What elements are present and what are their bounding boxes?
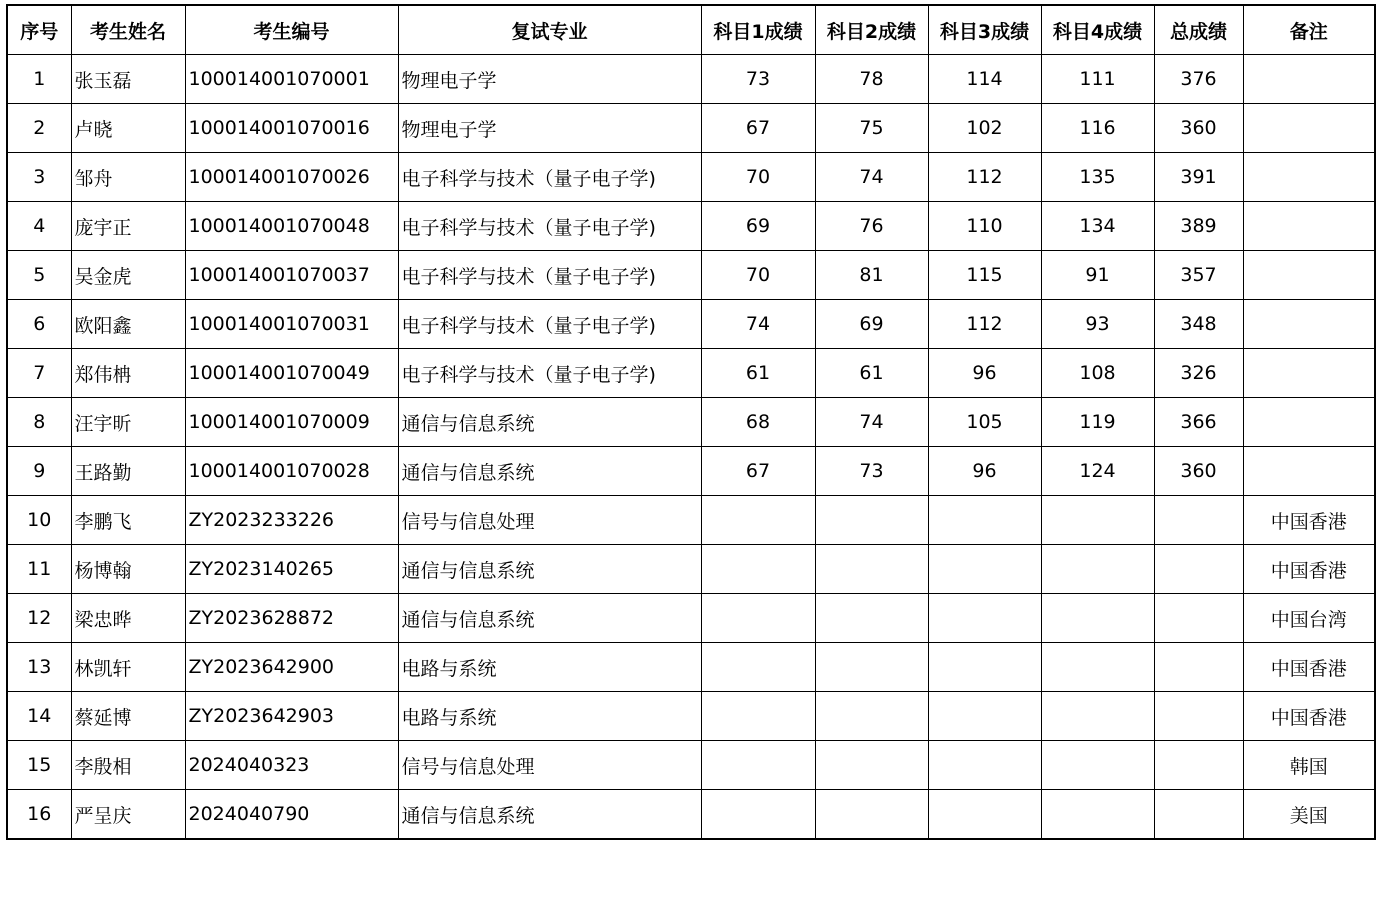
- cell-id: ZY2023628872: [185, 594, 398, 643]
- cell-seq: 6: [7, 300, 71, 349]
- cell-score-1: [701, 692, 815, 741]
- cell-total: [1154, 496, 1243, 545]
- header-note: 备注: [1243, 5, 1375, 55]
- cell-total: 389: [1154, 202, 1243, 251]
- cell-score-4: 124: [1041, 447, 1154, 496]
- header-score-3: 科目3成绩: [928, 5, 1041, 55]
- cell-score-2: [815, 643, 928, 692]
- cell-note: 中国香港: [1243, 692, 1375, 741]
- cell-id: 100014001070031: [185, 300, 398, 349]
- cell-score-1: 61: [701, 349, 815, 398]
- cell-major: 电子科学与技术（量子电子学): [398, 300, 701, 349]
- cell-score-3: 115: [928, 251, 1041, 300]
- cell-score-3: 112: [928, 300, 1041, 349]
- cell-score-2: [815, 496, 928, 545]
- cell-seq: 14: [7, 692, 71, 741]
- table-row: [7, 202, 1375, 251]
- cell-major: 物理电子学: [398, 55, 701, 104]
- cell-score-1: [701, 594, 815, 643]
- cell-score-2: 75: [815, 104, 928, 153]
- cell-score-2: 81: [815, 251, 928, 300]
- cell-score-2: [815, 790, 928, 840]
- cell-note: [1243, 202, 1375, 251]
- cell-name: 林凯轩: [71, 643, 185, 692]
- cell-score-1: [701, 545, 815, 594]
- cell-note: 中国香港: [1243, 496, 1375, 545]
- cell-major: 电子科学与技术（量子电子学): [398, 153, 701, 202]
- cell-note: [1243, 251, 1375, 300]
- cell-score-4: 134: [1041, 202, 1154, 251]
- cell-seq: 7: [7, 349, 71, 398]
- cell-id: 100014001070001: [185, 55, 398, 104]
- cell-score-2: [815, 594, 928, 643]
- table-row: [7, 398, 1375, 447]
- table-row: [7, 447, 1375, 496]
- cell-id: 2024040323: [185, 741, 398, 790]
- cell-id: 100014001070028: [185, 447, 398, 496]
- cell-score-1: 67: [701, 447, 815, 496]
- cell-score-1: [701, 643, 815, 692]
- header-total: 总成绩: [1154, 5, 1243, 55]
- cell-name: 庞宇正: [71, 202, 185, 251]
- cell-major: 通信与信息系统: [398, 398, 701, 447]
- cell-major: 物理电子学: [398, 104, 701, 153]
- table-row: [7, 300, 1375, 349]
- cell-score-2: [815, 692, 928, 741]
- cell-score-2: 74: [815, 153, 928, 202]
- cell-id: 100014001070037: [185, 251, 398, 300]
- table-row: [7, 251, 1375, 300]
- table-row: [7, 545, 1375, 594]
- header-seq: 序号: [7, 5, 71, 55]
- cell-score-2: [815, 545, 928, 594]
- cell-note: [1243, 153, 1375, 202]
- cell-score-3: [928, 643, 1041, 692]
- cell-name: 汪宇昕: [71, 398, 185, 447]
- cell-seq: 13: [7, 643, 71, 692]
- cell-name: 严呈庆: [71, 790, 185, 840]
- cell-total: 326: [1154, 349, 1243, 398]
- cell-major: 通信与信息系统: [398, 447, 701, 496]
- cell-major: 信号与信息处理: [398, 496, 701, 545]
- cell-score-4: [1041, 594, 1154, 643]
- cell-id: ZY2023140265: [185, 545, 398, 594]
- cell-score-1: [701, 496, 815, 545]
- cell-id: 100014001070016: [185, 104, 398, 153]
- cell-major: 通信与信息系统: [398, 594, 701, 643]
- cell-score-1: 67: [701, 104, 815, 153]
- table-row: [7, 692, 1375, 741]
- cell-score-1: 68: [701, 398, 815, 447]
- cell-score-4: [1041, 692, 1154, 741]
- cell-total: 357: [1154, 251, 1243, 300]
- cell-score-4: [1041, 496, 1154, 545]
- cell-seq: 12: [7, 594, 71, 643]
- table-row: [7, 741, 1375, 790]
- cell-major: 通信与信息系统: [398, 545, 701, 594]
- cell-major: 电子科学与技术（量子电子学): [398, 349, 701, 398]
- cell-score-2: 78: [815, 55, 928, 104]
- cell-id: 100014001070026: [185, 153, 398, 202]
- cell-total: [1154, 545, 1243, 594]
- cell-note: [1243, 104, 1375, 153]
- cell-name: 王路勤: [71, 447, 185, 496]
- cell-note: 美国: [1243, 790, 1375, 840]
- cell-score-2: 74: [815, 398, 928, 447]
- cell-score-2: 61: [815, 349, 928, 398]
- header-major: 复试专业: [398, 5, 701, 55]
- header-score-1: 科目1成绩: [701, 5, 815, 55]
- cell-id: 100014001070048: [185, 202, 398, 251]
- cell-name: 吴金虎: [71, 251, 185, 300]
- table-row: [7, 55, 1375, 104]
- cell-score-3: 102: [928, 104, 1041, 153]
- cell-name: 梁忠晔: [71, 594, 185, 643]
- cell-note: 中国台湾: [1243, 594, 1375, 643]
- cell-total: 376: [1154, 55, 1243, 104]
- cell-total: [1154, 790, 1243, 840]
- cell-score-1: [701, 741, 815, 790]
- cell-id: ZY2023233226: [185, 496, 398, 545]
- cell-score-2: [815, 741, 928, 790]
- cell-score-4: 91: [1041, 251, 1154, 300]
- cell-name: 卢晓: [71, 104, 185, 153]
- cell-id: 100014001070049: [185, 349, 398, 398]
- cell-score-4: [1041, 643, 1154, 692]
- cell-seq: 5: [7, 251, 71, 300]
- cell-score-3: [928, 496, 1041, 545]
- cell-score-3: 96: [928, 447, 1041, 496]
- score-sheet: [6, 4, 1376, 840]
- header-score-2: 科目2成绩: [815, 5, 928, 55]
- cell-major: 通信与信息系统: [398, 790, 701, 840]
- cell-total: [1154, 643, 1243, 692]
- cell-id: ZY2023642900: [185, 643, 398, 692]
- cell-note: 韩国: [1243, 741, 1375, 790]
- cell-score-3: 110: [928, 202, 1041, 251]
- cell-score-1: 70: [701, 251, 815, 300]
- header-row: [7, 5, 1375, 55]
- cell-name: 欧阳鑫: [71, 300, 185, 349]
- cell-major: 电路与系统: [398, 692, 701, 741]
- candidate-score-table: [6, 4, 1376, 840]
- table-row: [7, 790, 1375, 840]
- cell-note: [1243, 398, 1375, 447]
- cell-score-3: [928, 741, 1041, 790]
- cell-total: 366: [1154, 398, 1243, 447]
- cell-id: 100014001070009: [185, 398, 398, 447]
- cell-score-1: 73: [701, 55, 815, 104]
- cell-score-4: 116: [1041, 104, 1154, 153]
- cell-total: 348: [1154, 300, 1243, 349]
- cell-name: 李殷相: [71, 741, 185, 790]
- cell-score-1: [701, 790, 815, 840]
- cell-note: 中国香港: [1243, 643, 1375, 692]
- table-row: [7, 643, 1375, 692]
- cell-seq: 10: [7, 496, 71, 545]
- cell-seq: 16: [7, 790, 71, 840]
- cell-score-3: [928, 790, 1041, 840]
- cell-name: 蔡延博: [71, 692, 185, 741]
- cell-score-2: 69: [815, 300, 928, 349]
- table-row: [7, 349, 1375, 398]
- cell-score-4: [1041, 790, 1154, 840]
- cell-note: [1243, 55, 1375, 104]
- cell-id: 2024040790: [185, 790, 398, 840]
- cell-score-1: 74: [701, 300, 815, 349]
- cell-score-3: 114: [928, 55, 1041, 104]
- cell-score-4: 135: [1041, 153, 1154, 202]
- cell-seq: 2: [7, 104, 71, 153]
- table-body: [7, 55, 1375, 840]
- cell-major: 信号与信息处理: [398, 741, 701, 790]
- cell-name: 郑伟柟: [71, 349, 185, 398]
- cell-total: [1154, 594, 1243, 643]
- cell-name: 邹舟: [71, 153, 185, 202]
- cell-note: 中国香港: [1243, 545, 1375, 594]
- cell-note: [1243, 300, 1375, 349]
- cell-name: 李鹏飞: [71, 496, 185, 545]
- cell-total: [1154, 741, 1243, 790]
- cell-score-3: [928, 594, 1041, 643]
- cell-seq: 15: [7, 741, 71, 790]
- cell-seq: 4: [7, 202, 71, 251]
- cell-total: 360: [1154, 104, 1243, 153]
- table-row: [7, 104, 1375, 153]
- cell-score-3: 105: [928, 398, 1041, 447]
- cell-note: [1243, 447, 1375, 496]
- table-row: [7, 594, 1375, 643]
- cell-major: 电子科学与技术（量子电子学): [398, 251, 701, 300]
- cell-note: [1243, 349, 1375, 398]
- header-name: 考生姓名: [71, 5, 185, 55]
- cell-score-4: 111: [1041, 55, 1154, 104]
- cell-score-1: 70: [701, 153, 815, 202]
- table-row: [7, 496, 1375, 545]
- cell-seq: 1: [7, 55, 71, 104]
- header-id: 考生编号: [185, 5, 398, 55]
- cell-score-4: [1041, 545, 1154, 594]
- cell-score-3: 112: [928, 153, 1041, 202]
- cell-score-2: 76: [815, 202, 928, 251]
- cell-name: 张玉磊: [71, 55, 185, 104]
- cell-major: 电子科学与技术（量子电子学): [398, 202, 701, 251]
- cell-id: ZY2023642903: [185, 692, 398, 741]
- cell-major: 电路与系统: [398, 643, 701, 692]
- cell-score-2: 73: [815, 447, 928, 496]
- cell-score-4: 93: [1041, 300, 1154, 349]
- cell-total: 360: [1154, 447, 1243, 496]
- cell-name: 杨博翰: [71, 545, 185, 594]
- header-score-4: 科目4成绩: [1041, 5, 1154, 55]
- cell-seq: 9: [7, 447, 71, 496]
- cell-seq: 8: [7, 398, 71, 447]
- cell-seq: 3: [7, 153, 71, 202]
- cell-total: [1154, 692, 1243, 741]
- cell-score-4: 119: [1041, 398, 1154, 447]
- cell-score-4: 108: [1041, 349, 1154, 398]
- cell-score-3: [928, 692, 1041, 741]
- cell-total: 391: [1154, 153, 1243, 202]
- cell-seq: 11: [7, 545, 71, 594]
- cell-score-3: 96: [928, 349, 1041, 398]
- cell-score-4: [1041, 741, 1154, 790]
- cell-score-1: 69: [701, 202, 815, 251]
- table-row: [7, 153, 1375, 202]
- cell-score-3: [928, 545, 1041, 594]
